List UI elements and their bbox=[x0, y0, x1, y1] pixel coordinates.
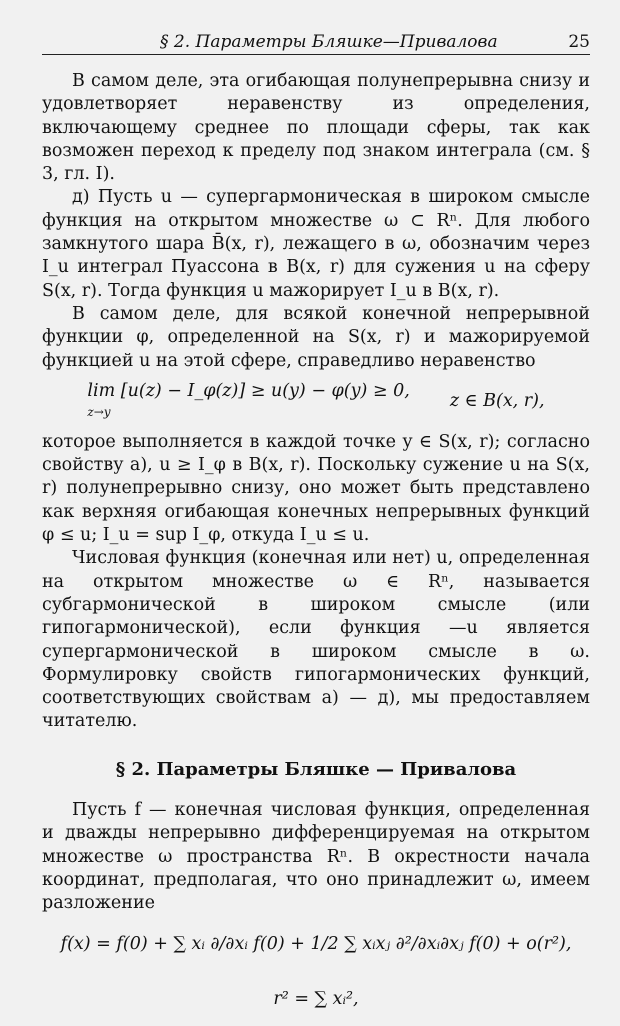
formula-main: lim [u(z) − I_φ(z)] ≥ u(y) − φ(y) ≥ 0, bbox=[87, 380, 410, 401]
formula-left bbox=[87, 380, 409, 425]
paragraph: Пусть f — конечная числовая функция, определенная и дважды непрерывно дифференцируемая на открытом множестве ω пространства Rⁿ. В окрестности начала координат, предполагая, что оно принадлежит ω, имеем разложение bbox=[42, 800, 590, 914]
paragraph: д) Пусть u — супергармоническая в широком смысле функция на открытом множестве ω ⊂ Rⁿ. Для любого замкнутого шара B̄(x, r), лежащего в ω, обозначим через I_u интеграл Пуассона в B(x, r) для сужения u на сферу S(x, r). Тогда функция u мажорирует I_u в B(x, r). bbox=[42, 187, 590, 301]
paragraph: которое выполняется в каждой точке y ∈ S(x, r); согласно свойству а), u ≥ I_φ в B(x, r). Поскольку сужение u на S(x, r) полунепрерывно снизу, оно может быть представлено как верхняя огибающая конечных непрерывных функций φ ≤ u; I_u = sup I_φ, откуда I_u ≤ u. bbox=[42, 431, 590, 546]
page-number: 25 bbox=[568, 32, 590, 52]
section-heading: § 2. Параметры Бляшке — Привалова bbox=[115, 758, 517, 780]
paragraph: В самом деле, эта огибающая полунепрерывна снизу и удовлетворяет неравенству из определения, включающему среднее по площади сферы, так как возможен переход к пределу под знаком интеграла (см. § 3, гл. I). bbox=[42, 71, 590, 185]
formula-condition: z ∈ B(x, r), bbox=[449, 391, 545, 412]
paragraph: В самом деле, для всякой конечной непрерывной функции φ, определенной на S(x, r) и мажорируемой функцией u на этой сфере, справедливо неравенство bbox=[42, 303, 590, 371]
formula-subscript: z→y bbox=[87, 404, 111, 419]
display-formula-expansion: f(x) = f(0) + ∑ xᵢ ∂/∂xᵢ f(0) + 1/2 ∑ xᵢxⱼ ∂²/∂xᵢ∂xⱼ f(0) + o(r²), bbox=[60, 933, 572, 954]
running-header bbox=[42, 30, 590, 55]
running-header-title: § 2. Параметры Бляшке—Привалова bbox=[160, 32, 498, 52]
page-body bbox=[42, 70, 590, 1026]
paragraph: Числовая функция (конечная или нет) u, определенная на открытом множестве ω ∈ Rⁿ, называется субгармонической в широком смысле (или гипогармонической), если функция —u является супергармонической в широком смысле в ω. Формулировку свойств гипогармонических функций, соответствующих свойствам а) — д), мы предоставляем читателю. bbox=[42, 548, 590, 732]
display-formula bbox=[42, 377, 590, 427]
display-formula-r2: r² = ∑ xᵢ², bbox=[273, 988, 359, 1009]
